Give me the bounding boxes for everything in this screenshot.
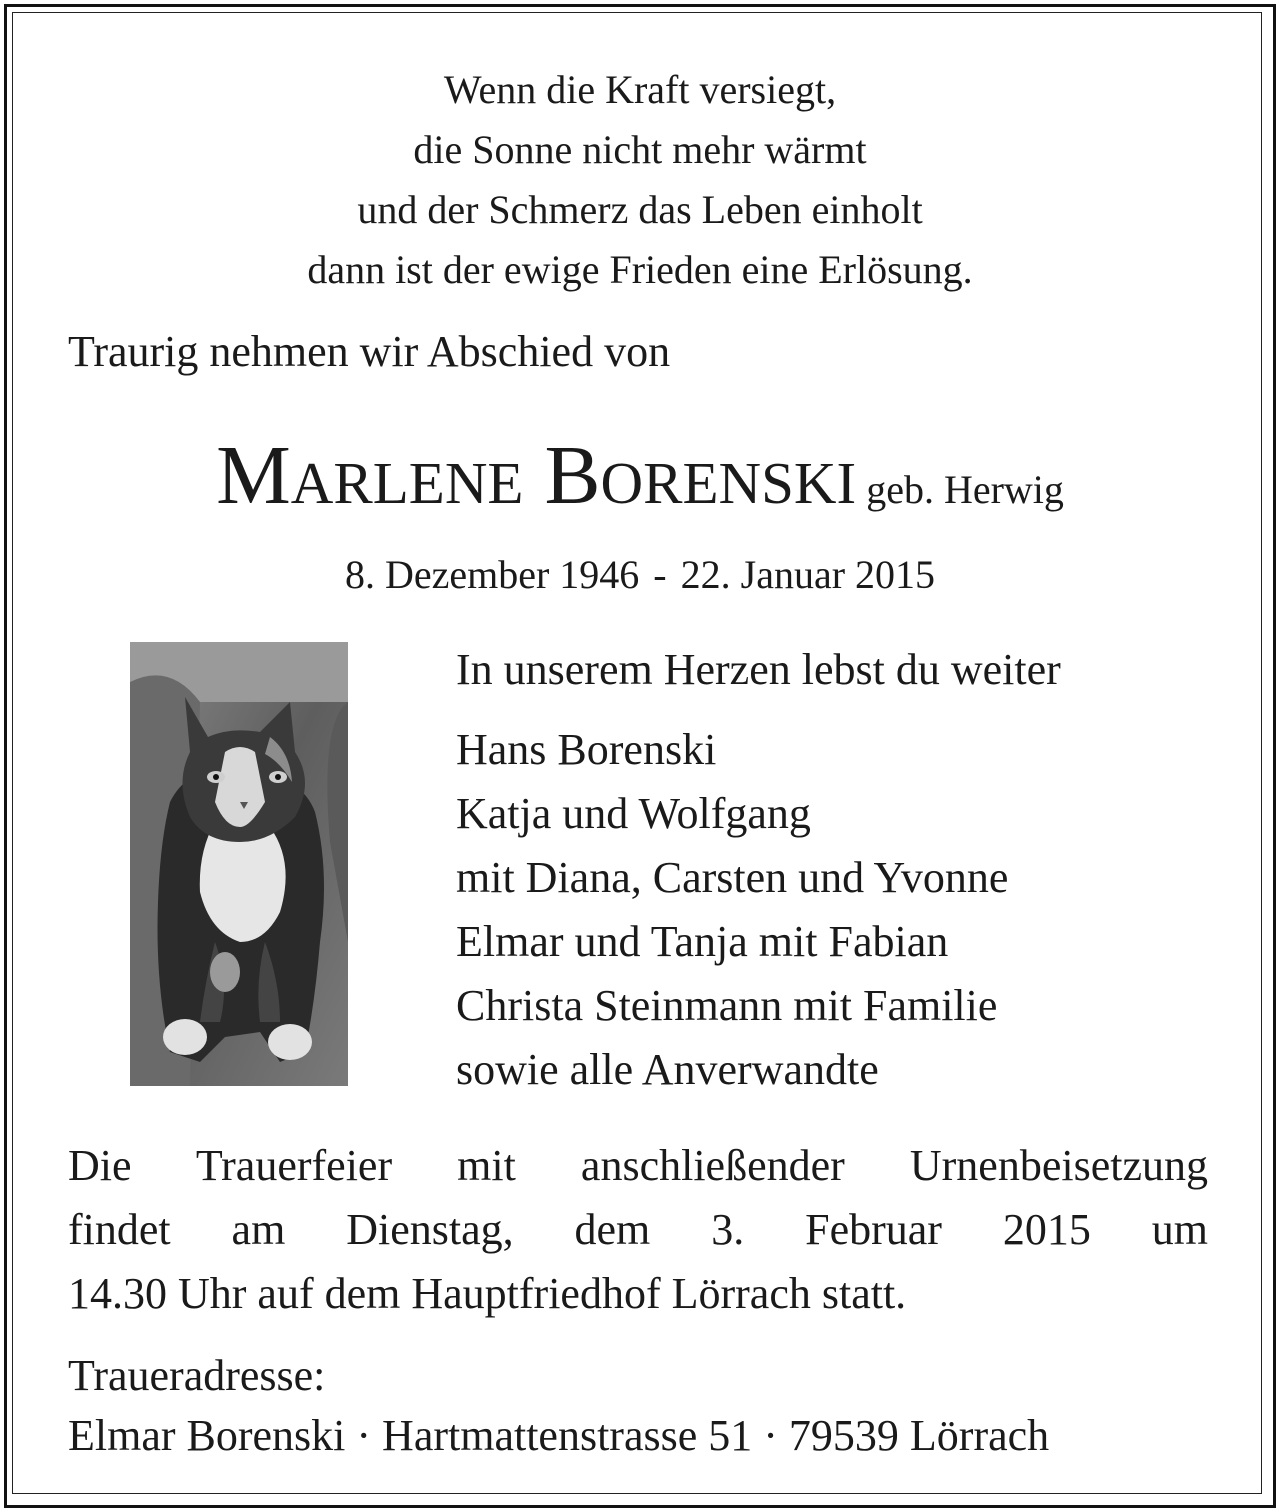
birth-date: 8. Dezember 1946	[344, 552, 640, 597]
ceremony-line: findet am Dienstag, dem 3. Februar 2015 um	[68, 1205, 1208, 1254]
mourner-line: Hans Borenski	[456, 725, 717, 774]
mourner-line: sowie alle Anverwandte	[456, 1045, 879, 1094]
poem-line: die Sonne nicht mehr wärmt	[413, 127, 867, 172]
death-date: 22. Januar 2015	[680, 552, 936, 597]
ceremony-line: Die Trauerfeier mit anschließender Urnenbeisetzung	[68, 1141, 1208, 1190]
cat-photo	[130, 642, 348, 1086]
cat-photo-illustration	[130, 642, 348, 1086]
mourners-block	[456, 642, 1061, 1102]
mourner-line: Christa Steinmann mit Familie	[456, 981, 998, 1030]
mourner-line: Elmar und Tanja mit Fabian	[456, 917, 949, 966]
ceremony-notice	[68, 1134, 1208, 1326]
mourning-address: Elmar Borenski · Hartmattenstrasse 51 · 79539 Lörrach	[68, 1411, 1050, 1460]
poem	[0, 60, 1280, 300]
deceased-name-line	[0, 426, 1280, 549]
poem-line: dann ist der ewige Frieden eine Erlösung.	[307, 247, 973, 292]
memorial-motto: In unserem Herzen lebst du weiter	[456, 645, 1061, 694]
deceased-name: Marlene Borenski	[216, 429, 857, 522]
mourner-line: Katja und Wolfgang	[456, 789, 811, 838]
date-separator: -	[653, 552, 667, 597]
ceremony-line: 14.30 Uhr auf dem Hauptfriedhof Lörrach statt.	[68, 1269, 907, 1318]
deceased-birth-name: geb. Herwig	[866, 467, 1064, 512]
poem-line: und der Schmerz das Leben einholt	[357, 187, 923, 232]
mourner-line: mit Diana, Carsten und Yvonne	[456, 853, 1009, 902]
intro-text: Traurig nehmen wir Abschied von	[68, 327, 671, 376]
address-label: Traueradresse:	[68, 1351, 326, 1400]
life-dates	[0, 550, 1280, 600]
poem-line: Wenn die Kraft versiegt,	[443, 67, 837, 112]
